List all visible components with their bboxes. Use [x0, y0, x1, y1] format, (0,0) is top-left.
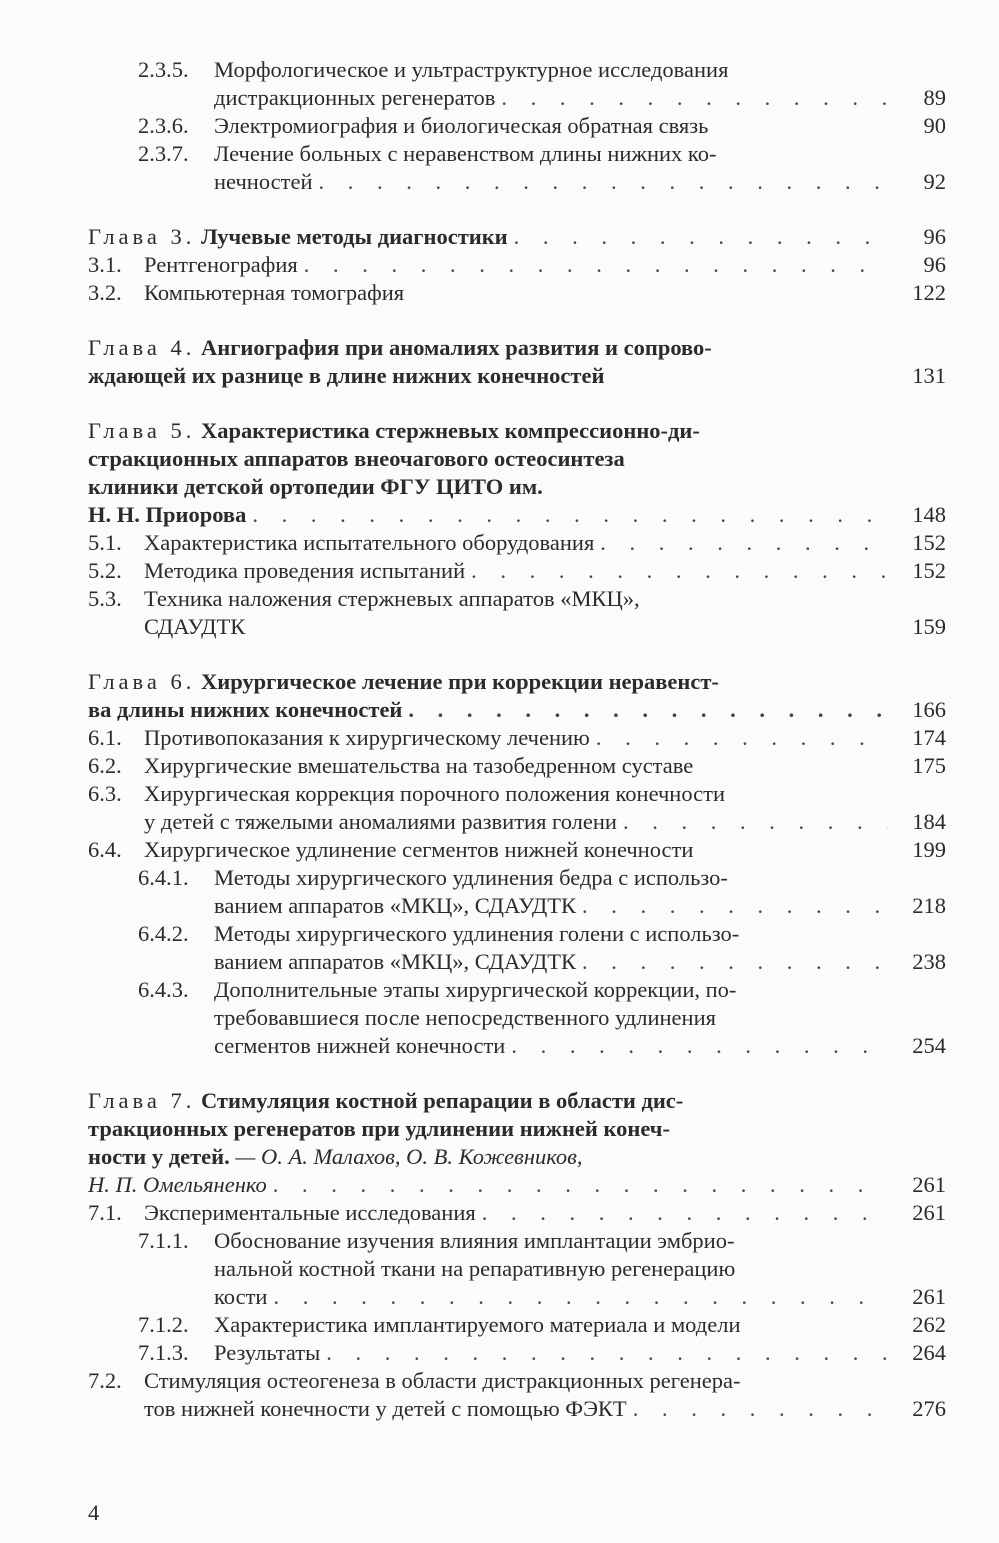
- toc-entry-6-2[interactable]: [88, 752, 946, 780]
- entry-line: СДАУДТК: [144, 614, 246, 639]
- section-number: 5.2.: [88, 558, 122, 583]
- dot-leader: [594, 529, 888, 557]
- section-number: 6.4.: [88, 837, 122, 862]
- toc-entry-7-1-2[interactable]: [88, 1311, 946, 1339]
- page-number: 264: [912, 1340, 946, 1365]
- chapter-title: Лучевые методы диагностики: [200, 224, 508, 249]
- chapter-authors: — О. А. Малахов, О. В. Кожевников,: [235, 1144, 583, 1169]
- toc-chapter-4[interactable]: [88, 334, 946, 390]
- dot-leader: [505, 1032, 888, 1060]
- entry-line: Компьютерная томография: [144, 280, 405, 305]
- entry-line: у детей с тяжелыми аномалиями развития голени: [144, 809, 617, 834]
- section-number: 7.2.: [88, 1368, 122, 1393]
- toc-entry-5-3[interactable]: [88, 585, 946, 641]
- dot-leader: [627, 1395, 888, 1423]
- chapter-label: Глава 5.: [88, 418, 196, 443]
- toc-entry-7-1-1[interactable]: [88, 1227, 946, 1311]
- toc-entry-6-4-2[interactable]: [88, 920, 946, 976]
- section-number: 3.1.: [88, 252, 122, 277]
- entry-line: Обоснование изучения влияния имплантации эмбрио-: [214, 1228, 735, 1253]
- dot-leader: [576, 892, 888, 920]
- chapter-title: Н. Н. Приорова: [88, 502, 247, 527]
- section-number: 7.1.1.: [138, 1228, 189, 1253]
- section-number: 6.4.1.: [138, 865, 189, 890]
- section-number: 7.1.: [88, 1200, 122, 1225]
- toc-entry-2-3-6[interactable]: [88, 112, 946, 140]
- entry-line: Рентгенография: [144, 252, 298, 277]
- chapter-label: Глава 7.: [88, 1088, 196, 1113]
- section-number: 7.1.3.: [138, 1340, 189, 1365]
- page-number: 254: [912, 1033, 946, 1058]
- section-number: 7.1.2.: [138, 1312, 189, 1337]
- entry-line: нечностей: [214, 169, 313, 194]
- page-number: 96: [923, 224, 946, 249]
- entry-line: Дополнительные этапы хирургической коррекции, по-: [214, 977, 737, 1002]
- chapter-title: ва длины нижних конечностей: [88, 697, 403, 722]
- toc-chapter-3[interactable]: [88, 223, 946, 251]
- section-number: 3.2.: [88, 280, 122, 305]
- chapter-title: Ангиография при аномалиях развития и сопрово-: [200, 335, 712, 360]
- toc-entry-7-1-3[interactable]: [88, 1339, 946, 1367]
- toc-entry-3-2[interactable]: [88, 279, 946, 307]
- toc-entry-6-4-1[interactable]: [88, 864, 946, 920]
- dot-leader: [508, 223, 888, 251]
- entry-line: Характеристика имплантируемого материала и модели: [214, 1312, 741, 1337]
- dot-leader: [590, 724, 888, 752]
- page-number: 218: [912, 893, 946, 918]
- chapter-label: Глава 3.: [88, 224, 196, 249]
- dot-leader: [495, 84, 888, 112]
- entry-line: Хирургическая коррекция порочного положения конечности: [144, 781, 726, 806]
- entry-line: Стимуляция остеогенеза в области дистракционных регенера-: [144, 1368, 741, 1393]
- page-number: 261: [912, 1172, 946, 1197]
- page-number: 238: [912, 949, 946, 974]
- entry-line: Результаты: [214, 1340, 321, 1365]
- section-number: 5.3.: [88, 586, 122, 611]
- section-number: 6.2.: [88, 753, 122, 778]
- page-number: 89: [923, 85, 946, 110]
- entry-line: нальной костной ткани на репаративную регенерацию: [214, 1256, 736, 1281]
- page-number: 152: [912, 558, 946, 583]
- page-number: 175: [912, 753, 946, 778]
- section-number: 6.1.: [88, 725, 122, 750]
- page-number: 90: [923, 113, 946, 138]
- toc-chapter-5[interactable]: [88, 417, 946, 529]
- page-number: 122: [912, 280, 946, 305]
- dot-leader: [312, 168, 888, 196]
- section-number: 2.3.7.: [138, 141, 189, 166]
- dot-leader: [617, 808, 888, 836]
- dot-leader: [267, 1283, 888, 1311]
- page-number: 92: [923, 169, 946, 194]
- entry-line: Техника наложения стержневых аппаратов «МКЦ»,: [144, 586, 640, 611]
- entry-line: Экспериментальные исследования: [144, 1200, 476, 1225]
- page-number: 159: [912, 614, 946, 639]
- toc-entry-7-2[interactable]: [88, 1367, 946, 1423]
- toc-entry-6-4-3[interactable]: [88, 976, 946, 1060]
- dot-leader: [576, 948, 888, 976]
- entry-line: Методика проведения испытаний: [144, 558, 466, 583]
- entry-line: Методы хирургического удлинения голени с использо-: [214, 921, 740, 946]
- section-number: 2.3.6.: [138, 113, 189, 138]
- page-folio-number: 4: [88, 1500, 100, 1525]
- page-number: 166: [912, 697, 946, 722]
- entry-line: Морфологическое и ультраструктурное исследования: [214, 57, 729, 82]
- toc-entry-6-3[interactable]: [88, 780, 946, 836]
- toc-entry-2-3-5[interactable]: [88, 56, 946, 112]
- section-number: 6.3.: [88, 781, 122, 806]
- section-number: 5.1.: [88, 530, 122, 555]
- chapter-label: Глава 4.: [88, 335, 196, 360]
- entry-line: Характеристика испытательного оборудования: [144, 530, 595, 555]
- page-number: 199: [912, 837, 946, 862]
- entry-line: сегментов нижней конечности: [214, 1033, 506, 1058]
- table-of-contents: [88, 56, 946, 1423]
- chapter-title: стракционных аппаратов внеочагового остеосинтеза: [88, 446, 625, 471]
- section-number: 6.4.3.: [138, 977, 189, 1002]
- entry-line: Противопоказания к хирургическому лечению: [144, 725, 590, 750]
- dot-leader: [476, 1199, 888, 1227]
- page-number: 184: [912, 809, 946, 834]
- toc-chapter-6[interactable]: [88, 668, 946, 724]
- chapter-title: клиники детской ортопедии ФГУ ЦИТО им.: [88, 474, 543, 499]
- page-number: 152: [912, 530, 946, 555]
- chapter-title: тракционных регенератов при удлинении нижней конеч-: [88, 1116, 670, 1141]
- toc-entry-7-1[interactable]: [88, 1199, 946, 1227]
- chapter-title: ждающей их разнице в длине нижних конечностей: [88, 363, 605, 388]
- chapter-authors: Н. П. Омельяненко: [88, 1172, 267, 1197]
- page-number: 276: [912, 1396, 946, 1421]
- page-number: 96: [923, 252, 946, 277]
- dot-leader: [320, 1339, 888, 1367]
- entry-line: кости: [214, 1284, 268, 1309]
- section-number: 6.4.2.: [138, 921, 189, 946]
- dot-leader: [246, 501, 888, 529]
- entry-line: Электромиография и биологическая обратная связь: [214, 113, 709, 138]
- entry-line: Хирургическое удлинение сегментов нижней конечности: [144, 837, 694, 862]
- dot-leader: [267, 1171, 888, 1199]
- chapter-title: ности у детей.: [88, 1144, 230, 1169]
- entry-line: ванием аппаратов «МКЦ», СДАУДТК: [214, 893, 576, 918]
- page-number: 262: [912, 1312, 946, 1337]
- page-number: 174: [912, 725, 946, 750]
- toc-entry-5-1[interactable]: [88, 529, 946, 557]
- chapter-title: Характеристика стержневых компрессионно-ди-: [200, 418, 700, 443]
- entry-line: Лечение больных с неравенством длины нижних ко-: [214, 141, 717, 166]
- entry-line: Хирургические вмешательства на тазобедренном суставе: [144, 753, 694, 778]
- dot-leader: [402, 696, 888, 724]
- toc-entry-2-3-7[interactable]: [88, 140, 946, 196]
- toc-entry-6-1[interactable]: [88, 724, 946, 752]
- entry-line: требовавшиеся после непосредственного удлинения: [214, 1005, 716, 1030]
- toc-entry-5-2[interactable]: [88, 557, 946, 585]
- dot-leader: [465, 557, 888, 585]
- page-number: 261: [912, 1284, 946, 1309]
- toc-entry-3-1[interactable]: [88, 251, 946, 279]
- entry-line: дистракционных регенератов: [214, 85, 496, 110]
- entry-line: ванием аппаратов «МКЦ», СДАУДТК: [214, 949, 576, 974]
- page-number: 148: [912, 502, 946, 527]
- chapter-label: Глава 6.: [88, 669, 196, 694]
- entry-line: тов нижней конечности у детей с помощью ФЭКТ: [144, 1396, 627, 1421]
- dot-leader: [298, 251, 888, 279]
- page-number: 261: [912, 1200, 946, 1225]
- toc-chapter-7[interactable]: [88, 1087, 946, 1199]
- page-number: 131: [912, 363, 946, 388]
- chapter-title: Стимуляция костной репарации в области дис-: [200, 1088, 684, 1113]
- section-number: 2.3.5.: [138, 57, 189, 82]
- entry-line: Методы хирургического удлинения бедра с использо-: [214, 865, 728, 890]
- toc-entry-6-4[interactable]: [88, 836, 946, 864]
- chapter-title: Хирургическое лечение при коррекции неравенст-: [200, 669, 719, 694]
